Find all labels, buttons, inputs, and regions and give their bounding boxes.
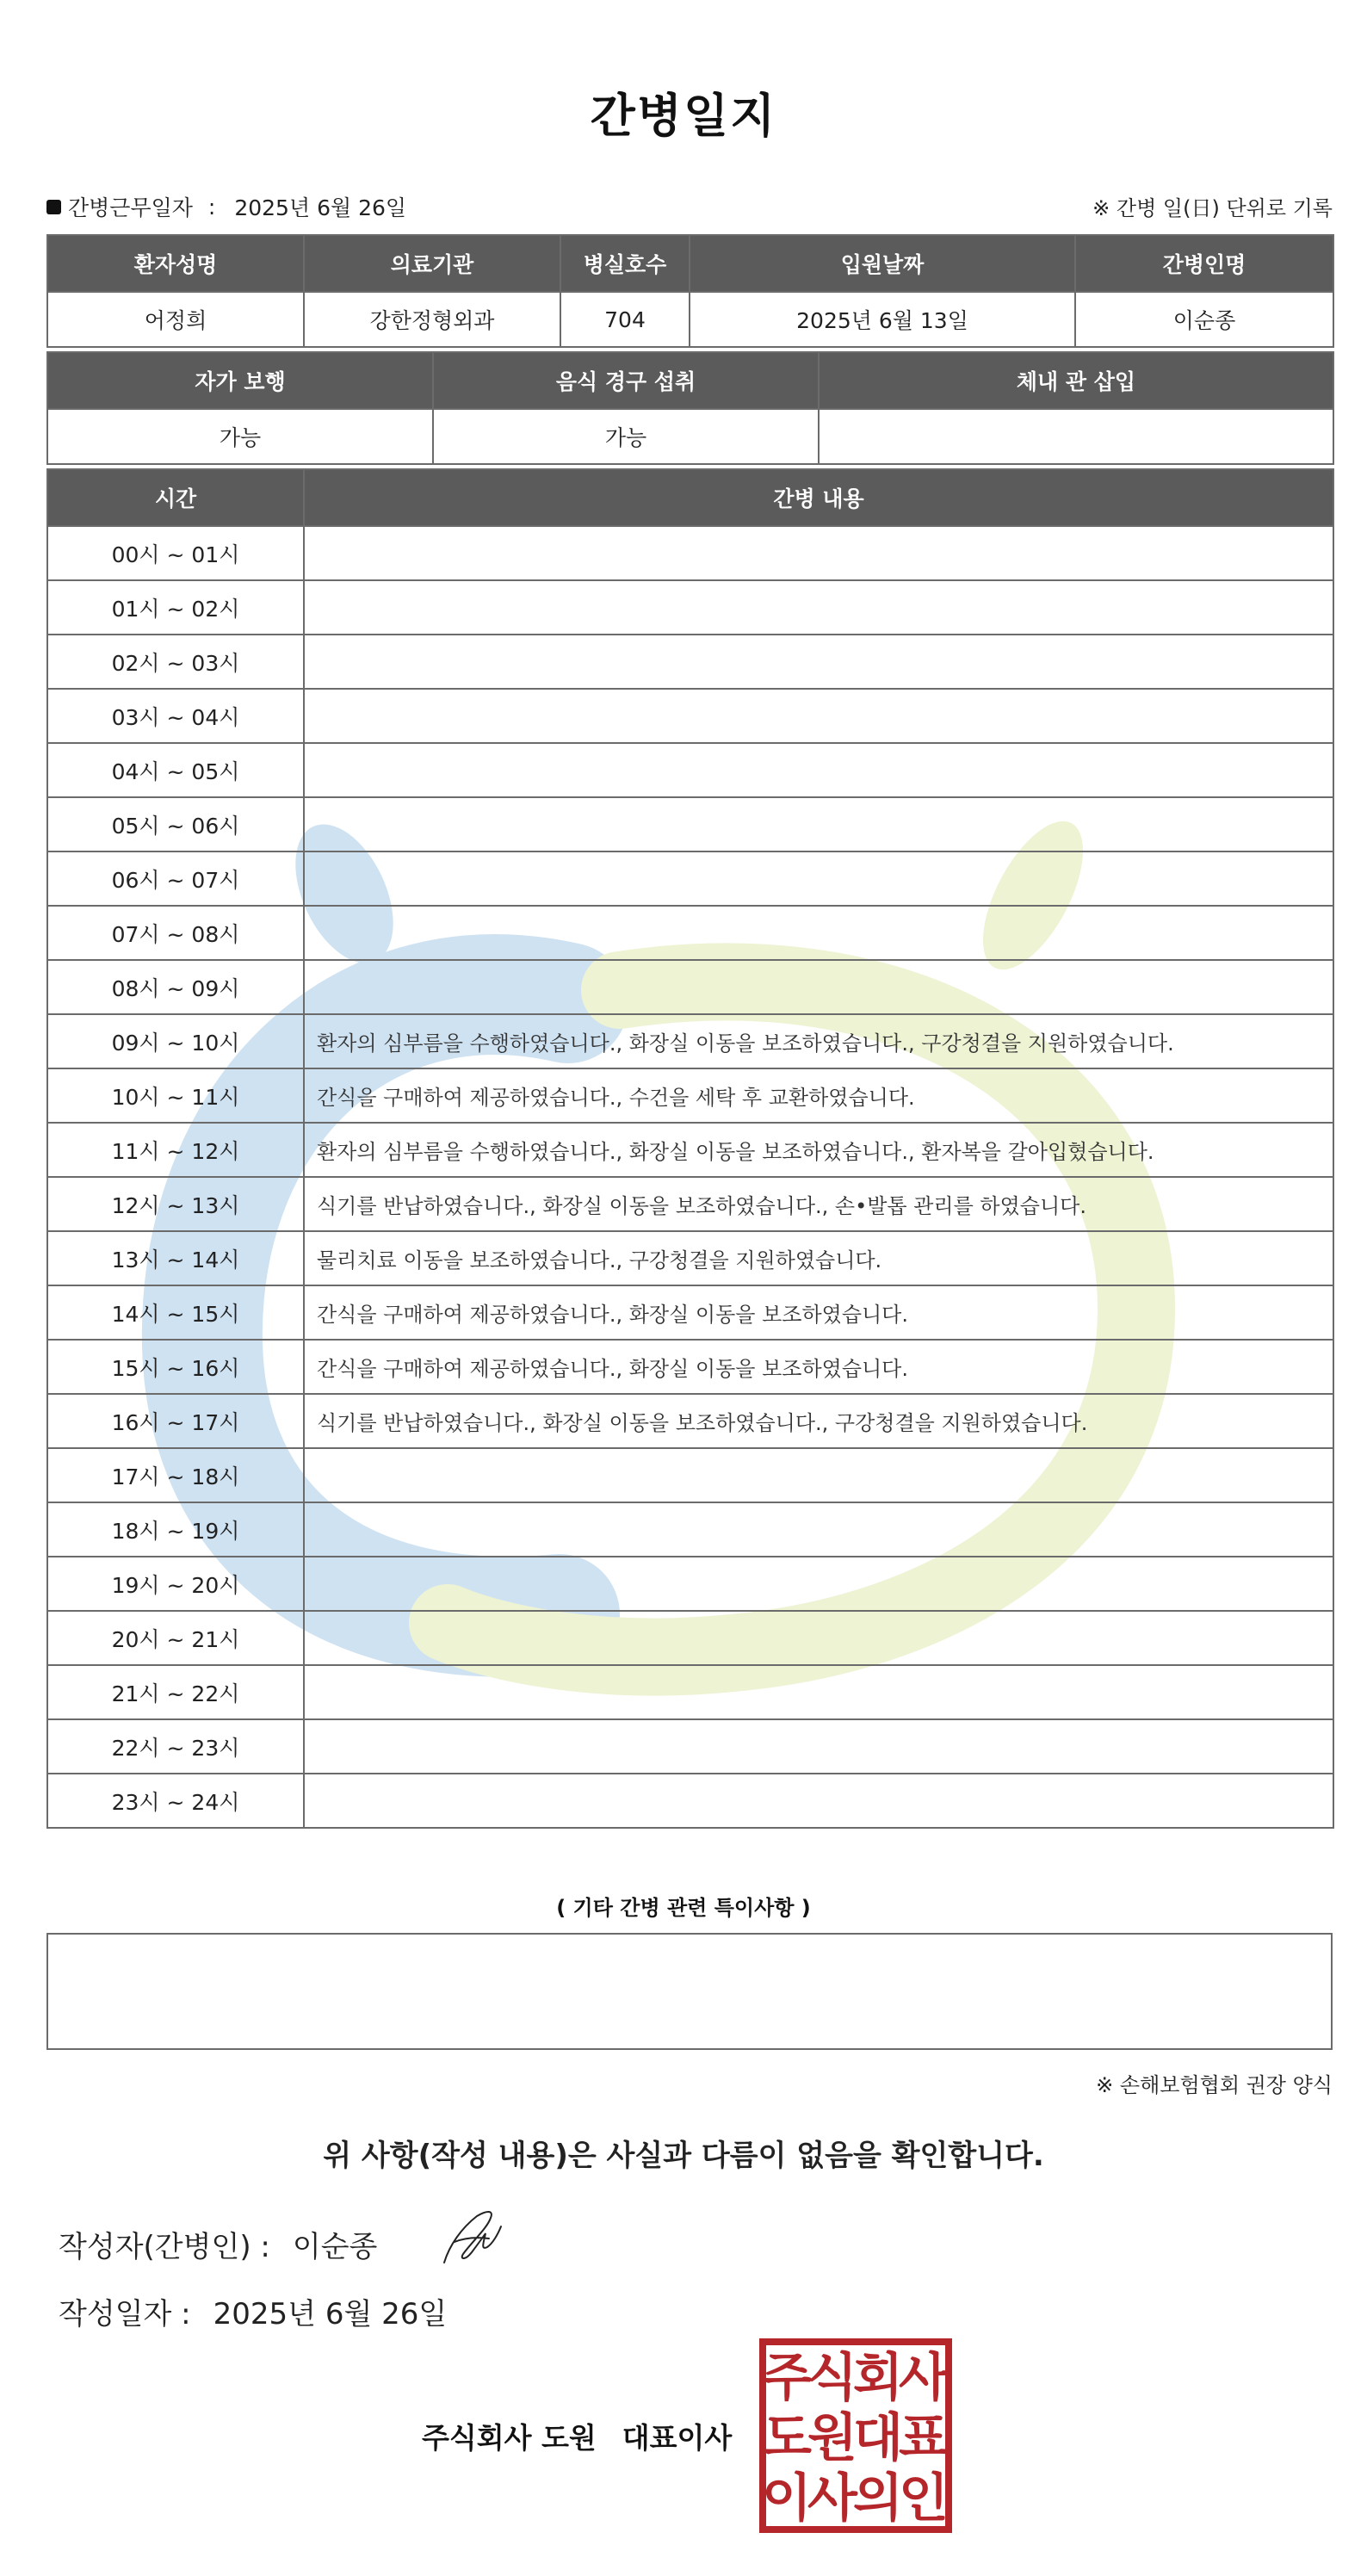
seal-character: 의 [853, 2468, 903, 2529]
work-date-row [46, 191, 406, 222]
log-row [47, 689, 1333, 743]
seal-character: 인 [899, 2468, 949, 2529]
log-time-cell: 07시 ~ 08시 [47, 906, 304, 960]
log-content-cell: 간식을 구매하여 제공하였습니다., 화장실 이동을 보조하였습니다. [304, 1285, 1333, 1340]
log-time-cell: 16시 ~ 17시 [47, 1394, 304, 1448]
log-time-cell: 14시 ~ 15시 [47, 1285, 304, 1340]
log-content-cell [304, 851, 1333, 906]
log-header-row [47, 469, 1333, 526]
header-hospital: 의료기관 [304, 235, 560, 292]
log-content-cell [304, 580, 1333, 635]
log-time-cell: 23시 ~ 24시 [47, 1774, 304, 1828]
writer-name: 이순종 [292, 2230, 378, 2264]
log-content-cell [304, 689, 1333, 743]
header-oral-intake: 음식 경구 섭취 [433, 352, 819, 409]
log-time-cell: 08시 ~ 09시 [47, 960, 304, 1014]
log-time-cell: 06시 ~ 07시 [47, 851, 304, 906]
company-seal-stamp [759, 2338, 952, 2533]
write-date-row [59, 2290, 447, 2332]
log-time-cell: 00시 ~ 01시 [47, 526, 304, 580]
hospital-name: 강한정형외과 [304, 292, 560, 347]
log-row [47, 1123, 1333, 1177]
log-row [47, 797, 1333, 851]
log-row [47, 1719, 1333, 1774]
status-header-row [47, 352, 1333, 409]
company-role: 대표이사 [622, 2421, 733, 2455]
log-content-cell [304, 1719, 1333, 1774]
recommend-note: ※ 손해보험협회 권장 양식 [1096, 2073, 1333, 2097]
log-time-cell: 05시 ~ 06시 [47, 797, 304, 851]
writer-row [59, 2223, 377, 2265]
tube-insertion-value [819, 409, 1333, 464]
seal-character: 표 [899, 2408, 949, 2468]
log-row [47, 1231, 1333, 1285]
other-notes-box [46, 1933, 1333, 2050]
header-care-content: 간병 내용 [304, 469, 1333, 526]
log-row [47, 580, 1333, 635]
log-content-cell [304, 1665, 1333, 1719]
work-date-value: 2025년 6월 26일 [234, 195, 407, 220]
log-content-cell [304, 797, 1333, 851]
room-number: 704 [560, 292, 690, 347]
seal-character: 도 [762, 2408, 812, 2468]
log-content-cell: 간식을 구매하여 제공하였습니다., 화장실 이동을 보조하였습니다. [304, 1340, 1333, 1394]
seal-character: 원 [807, 2408, 857, 2468]
other-notes-label: ( 기타 간병 관련 특이사항 ) [556, 1896, 811, 1920]
log-content-cell [304, 1502, 1333, 1557]
log-content-cell [304, 1557, 1333, 1611]
log-content-cell [304, 526, 1333, 580]
log-content-cell [304, 1611, 1333, 1665]
log-content-cell [304, 1448, 1333, 1502]
header-room: 병실호수 [560, 235, 690, 292]
log-time-cell: 13시 ~ 14시 [47, 1231, 304, 1285]
log-row [47, 1665, 1333, 1719]
log-content-cell [304, 1774, 1333, 1828]
signature-icon [437, 2204, 506, 2273]
log-row [47, 1285, 1333, 1340]
patient-name: 어정희 [47, 292, 304, 347]
writer-label: 작성자(간병인) : [59, 2230, 270, 2264]
seal-character: 사 [807, 2468, 857, 2529]
log-time-cell: 04시 ~ 05시 [47, 743, 304, 797]
log-time-cell: 18시 ~ 19시 [47, 1502, 304, 1557]
seal-character: 사 [899, 2348, 949, 2408]
company-name: 주식회사 도원 [422, 2421, 597, 2455]
log-time-cell: 10시 ~ 11시 [47, 1068, 304, 1123]
log-row [47, 1502, 1333, 1557]
log-row [47, 1177, 1333, 1231]
log-time-cell: 11시 ~ 12시 [47, 1123, 304, 1177]
log-time-cell: 20시 ~ 21시 [47, 1611, 304, 1665]
log-time-cell: 03시 ~ 04시 [47, 689, 304, 743]
log-content-cell [304, 635, 1333, 689]
confirm-statement: 위 사항(작성 내용)은 사실과 다름이 없음을 확인합니다. [323, 2139, 1044, 2173]
caregiver-name: 이순종 [1075, 292, 1333, 347]
patient-info-table [46, 234, 1334, 348]
log-content-cell [304, 906, 1333, 960]
seal-character: 대 [853, 2408, 903, 2468]
log-time-cell: 21시 ~ 22시 [47, 1665, 304, 1719]
unit-note: ※ 간병 일(日) 단위로 기록 [1092, 196, 1333, 220]
log-row [47, 1340, 1333, 1394]
work-date-separator: : [207, 194, 216, 220]
log-time-cell: 17시 ~ 18시 [47, 1448, 304, 1502]
log-row [47, 1014, 1333, 1068]
hourly-log-table [46, 468, 1334, 1829]
status-value-row [47, 409, 1333, 464]
admission-date: 2025년 6월 13일 [690, 292, 1075, 347]
header-tube-insertion: 체내 관 삽입 [819, 352, 1333, 409]
log-content-cell: 물리치료 이동을 보조하였습니다., 구강청결을 지원하였습니다. [304, 1231, 1333, 1285]
log-time-cell: 02시 ~ 03시 [47, 635, 304, 689]
log-row [47, 1611, 1333, 1665]
seal-character: 회 [853, 2348, 903, 2408]
log-content-cell: 간식을 구매하여 제공하였습니다., 수건을 세탁 후 교환하였습니다. [304, 1068, 1333, 1123]
log-row [47, 1774, 1333, 1828]
log-row [47, 1448, 1333, 1502]
log-content-cell: 환자의 심부름을 수행하였습니다., 화장실 이동을 보조하였습니다., 환자복을 갈아입혔습니다. [304, 1123, 1333, 1177]
log-row [47, 1068, 1333, 1123]
write-date-label: 작성일자 : [59, 2297, 191, 2331]
header-self-walking: 자가 보행 [47, 352, 433, 409]
log-row [47, 1557, 1333, 1611]
page-title: 간병일지 [590, 89, 777, 143]
log-content-cell: 환자의 심부름을 수행하였습니다., 화장실 이동을 보조하였습니다., 구강청결을 지원하였습니다. [304, 1014, 1333, 1068]
header-time: 시간 [47, 469, 304, 526]
log-row [47, 960, 1333, 1014]
log-body [47, 526, 1333, 1828]
patient-info-header-row [47, 235, 1333, 292]
seal-character: 주 [762, 2348, 812, 2408]
company-row [422, 2416, 732, 2456]
seal-character: 식 [807, 2348, 857, 2408]
log-time-cell: 15시 ~ 16시 [47, 1340, 304, 1394]
log-row [47, 743, 1333, 797]
log-content-cell: 식기를 반납하였습니다., 화장실 이동을 보조하였습니다., 구강청결을 지원하였습니다. [304, 1394, 1333, 1448]
header-caregiver-name: 간병인명 [1075, 235, 1333, 292]
log-content-cell [304, 960, 1333, 1014]
log-row [47, 851, 1333, 906]
log-row [47, 526, 1333, 580]
log-content-cell: 식기를 반납하였습니다., 화장실 이동을 보조하였습니다., 손•발톱 관리를 하였습니다. [304, 1177, 1333, 1231]
bullet-square-icon [46, 200, 61, 214]
self-walking-value: 가능 [47, 409, 433, 464]
log-time-cell: 22시 ~ 23시 [47, 1719, 304, 1774]
oral-intake-value: 가능 [433, 409, 819, 464]
log-content-cell [304, 743, 1333, 797]
log-time-cell: 12시 ~ 13시 [47, 1177, 304, 1231]
work-date-label: 간병근무일자 [68, 195, 193, 220]
header-admission-date: 입원날짜 [690, 235, 1075, 292]
patient-info-value-row [47, 292, 1333, 347]
log-time-cell: 19시 ~ 20시 [47, 1557, 304, 1611]
log-row [47, 635, 1333, 689]
patient-status-table [46, 351, 1334, 465]
log-row [47, 906, 1333, 960]
header-patient-name: 환자성명 [47, 235, 304, 292]
write-date-value: 2025년 6월 26일 [213, 2297, 448, 2331]
log-row [47, 1394, 1333, 1448]
seal-character: 이 [762, 2468, 812, 2529]
log-time-cell: 09시 ~ 10시 [47, 1014, 304, 1068]
log-time-cell: 01시 ~ 02시 [47, 580, 304, 635]
